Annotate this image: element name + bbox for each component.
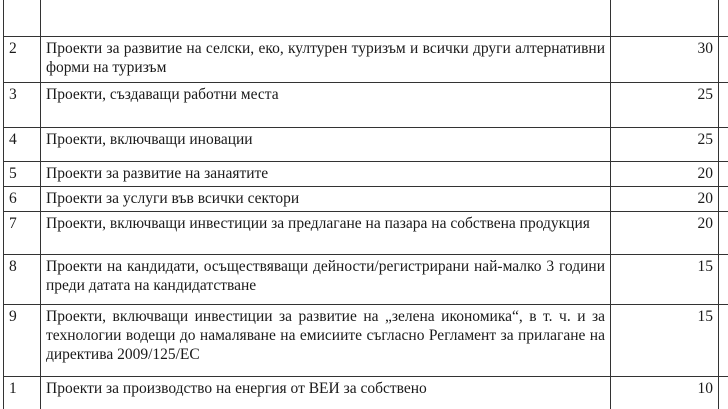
extra-column-cell (719, 305, 728, 377)
criterion-points: 15 (611, 305, 719, 377)
criterion-points (611, 0, 719, 37)
criterion-description: Проекти, създаващи работни места (41, 83, 611, 128)
table-row (4, 162, 728, 187)
criteria-table-body (4, 0, 728, 409)
criteria-table (3, 0, 728, 409)
extra-column-cell (719, 128, 728, 162)
row-number: 5 (4, 162, 41, 187)
criterion-points: 15 (611, 255, 719, 305)
table-row (4, 0, 728, 37)
row-number: 4 (4, 128, 41, 162)
row-number: 3 (4, 83, 41, 128)
table-row (4, 255, 728, 305)
criterion-description: Проекти за развитие на занаятите (41, 162, 611, 187)
row-number: 6 (4, 187, 41, 212)
row-number: 1 (4, 377, 41, 409)
extra-column-cell (719, 37, 728, 83)
extra-column-cell (719, 0, 728, 37)
row-number: 2 (4, 37, 41, 83)
criterion-description: Проекти за услуги във всички сектори (41, 187, 611, 212)
table-row (4, 128, 728, 162)
criterion-points: 20 (611, 212, 719, 255)
criterion-points: 30 (611, 37, 719, 83)
row-number: 7 (4, 212, 41, 255)
table-row (4, 187, 728, 212)
criterion-description: Проекти, включващи инвестиции за предлагане на пазара на собствена продукция (41, 212, 611, 255)
row-number: 8 (4, 255, 41, 305)
criterion-points: 10 (611, 377, 719, 409)
criterion-points: 20 (611, 187, 719, 212)
criterion-description: Проекти, включващи инвестиции за развитие на „зелена икономика“, в т. ч. и за технологии водещи до намаляване на емисиите съгласно Регламент за прилагане на директива 2009/125/ЕС (41, 305, 611, 377)
extra-column-cell (719, 255, 728, 305)
table-row (4, 305, 728, 377)
table-row (4, 83, 728, 128)
criterion-points: 25 (611, 128, 719, 162)
criterion-description: Проекти за производство на енергия от ВЕИ за собствено (41, 377, 611, 409)
criterion-points: 20 (611, 162, 719, 187)
criterion-description (41, 0, 611, 37)
extra-column-cell (719, 377, 728, 409)
table-row (4, 377, 728, 409)
criterion-points: 25 (611, 83, 719, 128)
criterion-description: Проекти, включващи иновации (41, 128, 611, 162)
row-number: 9 (4, 305, 41, 377)
criterion-description: Проекти за развитие на селски, еко, културен туризъм и всички други алтернативни форми на туризъм (41, 37, 611, 83)
criterion-description: Проекти на кандидати, осъществяващи дейности/регистрирани най-малко 3 години преди датата на кандидатстване (41, 255, 611, 305)
extra-column-cell (719, 83, 728, 128)
table-row (4, 37, 728, 83)
extra-column-cell (719, 187, 728, 212)
extra-column-cell (719, 212, 728, 255)
extra-column-cell (719, 162, 728, 187)
row-number (4, 0, 41, 37)
table-row (4, 212, 728, 255)
